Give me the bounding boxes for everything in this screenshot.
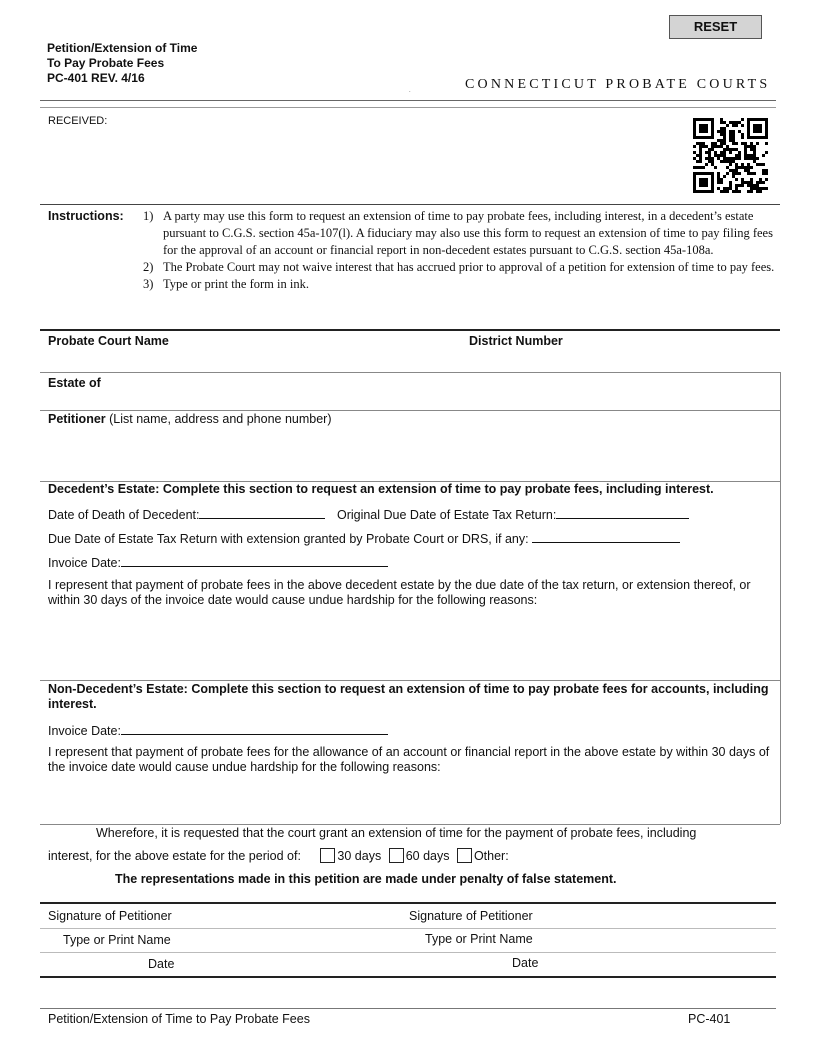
form-number-revision: PC-401 REV. 4/16 (47, 71, 145, 85)
footer-form-number: PC-401 (688, 1012, 731, 1026)
instruction-item (138, 276, 778, 293)
petitioner-label-row (48, 412, 332, 426)
checkbox-60-days[interactable] (389, 848, 404, 863)
opt-60-days-label: 60 days (405, 848, 450, 863)
wherefore-line1: Wherefore, it is requested that the court grant an extension of time for the payment of probate fees, including (96, 826, 697, 840)
date-label-1: Date (148, 957, 175, 971)
probate-court-name-field[interactable] (46, 350, 460, 370)
opt-30-days-label: 30 days (337, 848, 382, 863)
original-due-date-label: Original Due Date of Estate Tax Return: (336, 508, 557, 522)
wherefore-rule (40, 824, 780, 825)
non-decedent-invoice-row (48, 722, 388, 738)
signature-rule-bottom (40, 976, 776, 978)
received-label: RECEIVED: (48, 115, 108, 127)
instruction-item (138, 208, 778, 259)
non-decedent-hardship-reasons-field[interactable] (46, 780, 775, 822)
decedent-invoice-date-label: Invoice Date: (48, 556, 121, 570)
form-title-line2: To Pay Probate Fees (47, 56, 165, 70)
checkbox-30-days[interactable] (320, 848, 335, 863)
wherefore-line2: interest, for the above estate for the period of: (48, 848, 301, 863)
district-number-field[interactable] (467, 350, 776, 370)
header-dot: . (409, 88, 411, 94)
estate-of-field[interactable] (120, 375, 774, 395)
non-decedent-rule (40, 680, 780, 681)
petitioner-field[interactable] (46, 430, 775, 478)
wherefore-period-row (48, 848, 509, 865)
extended-due-date-field[interactable] (532, 530, 680, 543)
header-rule-top (40, 100, 776, 101)
checkbox-other[interactable] (457, 848, 472, 863)
signature-rule-top (40, 902, 776, 904)
date-of-death-row (48, 506, 689, 522)
print-name-rule (40, 952, 776, 953)
footer-rule (40, 1008, 776, 1009)
decedent-invoice-date-field[interactable] (121, 554, 388, 567)
form-title-line1: Petition/Extension of Time (47, 41, 198, 55)
instruction-text: The Probate Court may not waive interest that has accrued prior to approval of a petition for extension of time to pay fees. (163, 260, 775, 274)
qr-code-icon (693, 118, 768, 193)
petitioner-hint: (List name, address and phone number) (109, 412, 332, 426)
print-name-label-2: Type or Print Name (425, 932, 533, 946)
court-section-rule (40, 329, 780, 331)
courts-heading: CONNECTICUT PROBATE COURTS (465, 77, 771, 92)
signature-rule (40, 928, 776, 929)
non-decedent-invoice-date-field[interactable] (121, 722, 388, 735)
footer-title: Petition/Extension of Time to Pay Probate Fees (48, 1012, 310, 1026)
print-name-label-1: Type or Print Name (63, 933, 171, 947)
original-due-date-field[interactable] (556, 506, 689, 519)
instruction-number: 3) (143, 277, 154, 291)
decedent-hardship-reasons-field[interactable] (46, 612, 775, 678)
instruction-item (138, 259, 778, 276)
instructions-rule (40, 204, 780, 205)
decedent-section-heading: Decedent’s Estate: Complete this section to request an extension of time to pay probate fees, including interest. (48, 482, 714, 496)
extended-due-date-label: Due Date of Estate Tax Return with extension granted by Probate Court or DRS, if any: (48, 532, 529, 546)
district-number-label: District Number (469, 334, 563, 348)
extended-due-date-row (48, 530, 680, 546)
form-box-right-border (780, 372, 781, 824)
non-decedent-hardship-statement: I represent that payment of probate fees for the allowance of an account or financial report in the above estate by within 30 days of the invoice date would cause undue hardship for the following reasons: (48, 745, 770, 774)
non-decedent-invoice-date-label: Invoice Date: (48, 724, 121, 738)
penalty-statement: The representations made in this petition are made under penalty of false statement. (115, 872, 617, 886)
signature-label-2: Signature of Petitioner (409, 909, 533, 923)
instruction-text: A party may use this form to request an extension of time to pay probate fees, including interest, in a decedent’s estate pursuant to C.G.S. section 45a-107(l). A fiduciary may also use this form to request an extension of time to pay filing fees for the approval of an account or financial report in non-decedent estates pursuant to C.G.S. section 45a-108a. (163, 209, 773, 257)
decedent-hardship-statement: I represent that payment of probate fees in the above decedent estate by the due date of the tax return, or extension thereof, or within 30 days of the invoice date would cause undue hardship for the following reasons: (48, 578, 751, 607)
reset-button[interactable]: RESET (669, 15, 762, 39)
signature-label-1: Signature of Petitioner (48, 909, 172, 923)
opt-other-label: Other: (473, 848, 509, 863)
instructions-label: Instructions: (48, 209, 124, 223)
date-of-death-label: Date of Death of Decedent: (48, 508, 200, 522)
date-label-2: Date (512, 956, 539, 970)
probate-court-name-label: Probate Court Name (48, 334, 169, 348)
instruction-text: Type or print the form in ink. (163, 277, 309, 291)
estate-rule (40, 372, 780, 373)
date-of-death-field[interactable] (199, 506, 325, 519)
instruction-number: 1) (143, 209, 154, 223)
instruction-number: 2) (143, 260, 154, 274)
petitioner-label: Petitioner (48, 412, 106, 426)
decedent-invoice-row (48, 554, 388, 570)
header-rule-bottom (40, 107, 776, 108)
petitioner-rule (40, 410, 780, 411)
instructions-list (138, 208, 778, 293)
non-decedent-section-heading: Non-Decedent’s Estate: Complete this section to request an extension of time to pay probate fees for accounts, including interest. (48, 682, 769, 711)
estate-of-label: Estate of (48, 376, 101, 390)
